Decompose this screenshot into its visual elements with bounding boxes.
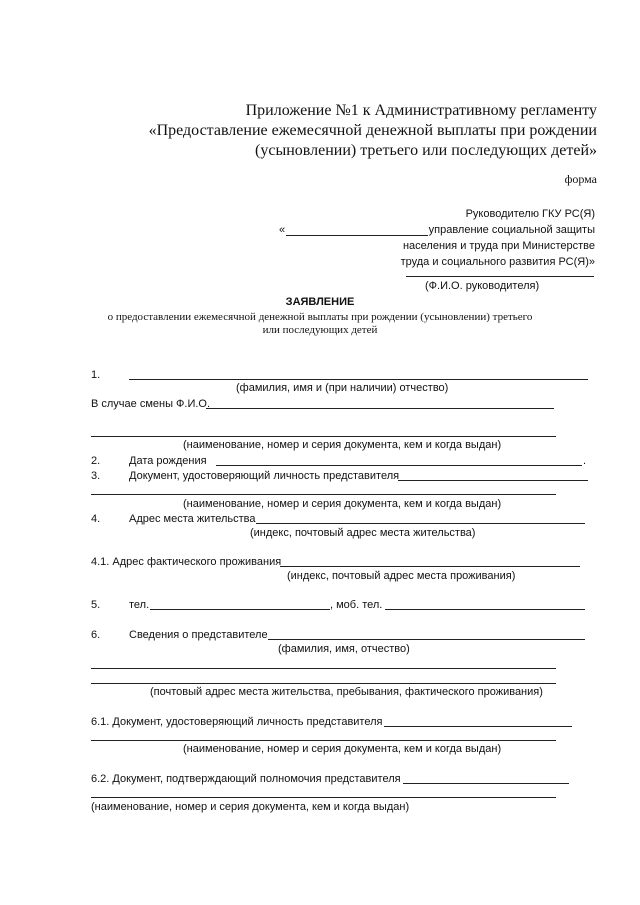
birth-date-field[interactable] <box>216 465 582 466</box>
residence-address-label: Адрес места жительства <box>129 513 256 525</box>
identity-doc-label: Документ, удостоверяющий личность представителя <box>129 470 400 482</box>
document-title: ЗАЯВЛЕНИЕ <box>285 296 355 308</box>
fio-change-doc-caption: (наименование, номер и серия документа, кем и когда выдан) <box>183 439 502 451</box>
director-name-field[interactable] <box>406 276 594 277</box>
addressee-line-1: Руководителю ГКУ РС(Я) <box>465 208 595 220</box>
addressee-blank[interactable] <box>286 235 428 236</box>
fio-caption: (фамилия, имя и (при наличии) отчество) <box>236 382 449 394</box>
item-5-number: 5. <box>91 599 101 611</box>
authority-doc-field[interactable] <box>403 783 569 784</box>
actual-address-field[interactable] <box>280 566 580 567</box>
item-3-number: 3. <box>91 470 101 482</box>
item-2-number: 2. <box>91 455 101 467</box>
birth-date-period: . <box>583 455 587 467</box>
director-name-caption: (Ф.И.О. руководителя) <box>425 280 540 292</box>
representative-identity-field[interactable] <box>384 726 572 727</box>
residence-address-field[interactable] <box>256 523 585 524</box>
fio-field[interactable] <box>129 379 588 380</box>
appendix-line-1: Приложение №1 к Административному регламенту <box>245 102 597 119</box>
representative-label: Сведения о представителе <box>129 629 268 641</box>
fio-change-label: В случае смены Ф.И.О. <box>91 398 211 410</box>
authority-doc-caption: (наименование, номер и серия документа, кем и когда выдан) <box>91 801 410 813</box>
representative-address-field-1[interactable] <box>91 668 556 669</box>
birth-date-label: Дата рождения <box>129 455 207 467</box>
addressee-line-2: управление социальной защиты <box>428 224 595 236</box>
item-1-number: 1. <box>91 369 101 381</box>
identity-doc-field[interactable] <box>398 480 588 481</box>
identity-doc-caption: (наименование, номер и серия документа, кем и когда выдан) <box>183 498 502 510</box>
identity-doc-field-2[interactable] <box>91 494 556 495</box>
phone-label: тел. <box>129 599 150 611</box>
document-subtitle-2: или последующих детей <box>262 324 378 336</box>
fio-change-doc-field[interactable] <box>91 436 556 437</box>
actual-address-label: 4.1. Адрес фактического проживания <box>91 556 282 568</box>
representative-name-field[interactable] <box>268 639 585 640</box>
fio-change-field[interactable] <box>206 408 554 409</box>
item-6-number: 6. <box>91 629 101 641</box>
mobile-phone-label: , моб. тел. <box>330 599 383 611</box>
addressee-line-3: населения и труда при Министерстве <box>402 240 595 252</box>
document-subtitle-1: о предоставлении ежемесячной денежной выплаты при рождении (усыновлении) третьего <box>107 311 533 323</box>
item-6-1-label: 6.1. Документ, удостоверяющий личность представителя <box>91 716 383 728</box>
representative-address-field-2[interactable] <box>91 683 556 684</box>
authority-doc-field-2[interactable] <box>91 797 556 798</box>
representative-identity-caption: (наименование, номер и серия документа, кем и когда выдан) <box>183 743 502 755</box>
appendix-line-3: (усыновлении) третьего или последующих детей» <box>255 142 597 159</box>
addressee-line-4: труда и социального развития РС(Я)» <box>400 256 595 268</box>
mobile-phone-field[interactable] <box>385 609 585 610</box>
residence-address-caption: (индекс, почтовый адрес места жительства) <box>250 527 476 539</box>
representative-name-caption: (фамилия, имя, отчество) <box>278 643 410 655</box>
representative-address-caption: (почтовый адрес места жительства, пребывания, фактического проживания) <box>150 686 543 698</box>
phone-field[interactable] <box>150 609 330 610</box>
item-4-number: 4. <box>91 513 101 525</box>
item-6-2-label: 6.2. Документ, подтверждающий полномочия представителя <box>91 773 401 785</box>
appendix-line-2: «Предоставление ежемесячной денежной выплаты при рождении <box>148 122 597 139</box>
representative-identity-field-2[interactable] <box>91 740 556 741</box>
form-label: форма <box>564 172 597 186</box>
addressee-quote: « <box>279 224 286 236</box>
actual-address-caption: (индекс, почтовый адрес места проживания) <box>287 570 516 582</box>
